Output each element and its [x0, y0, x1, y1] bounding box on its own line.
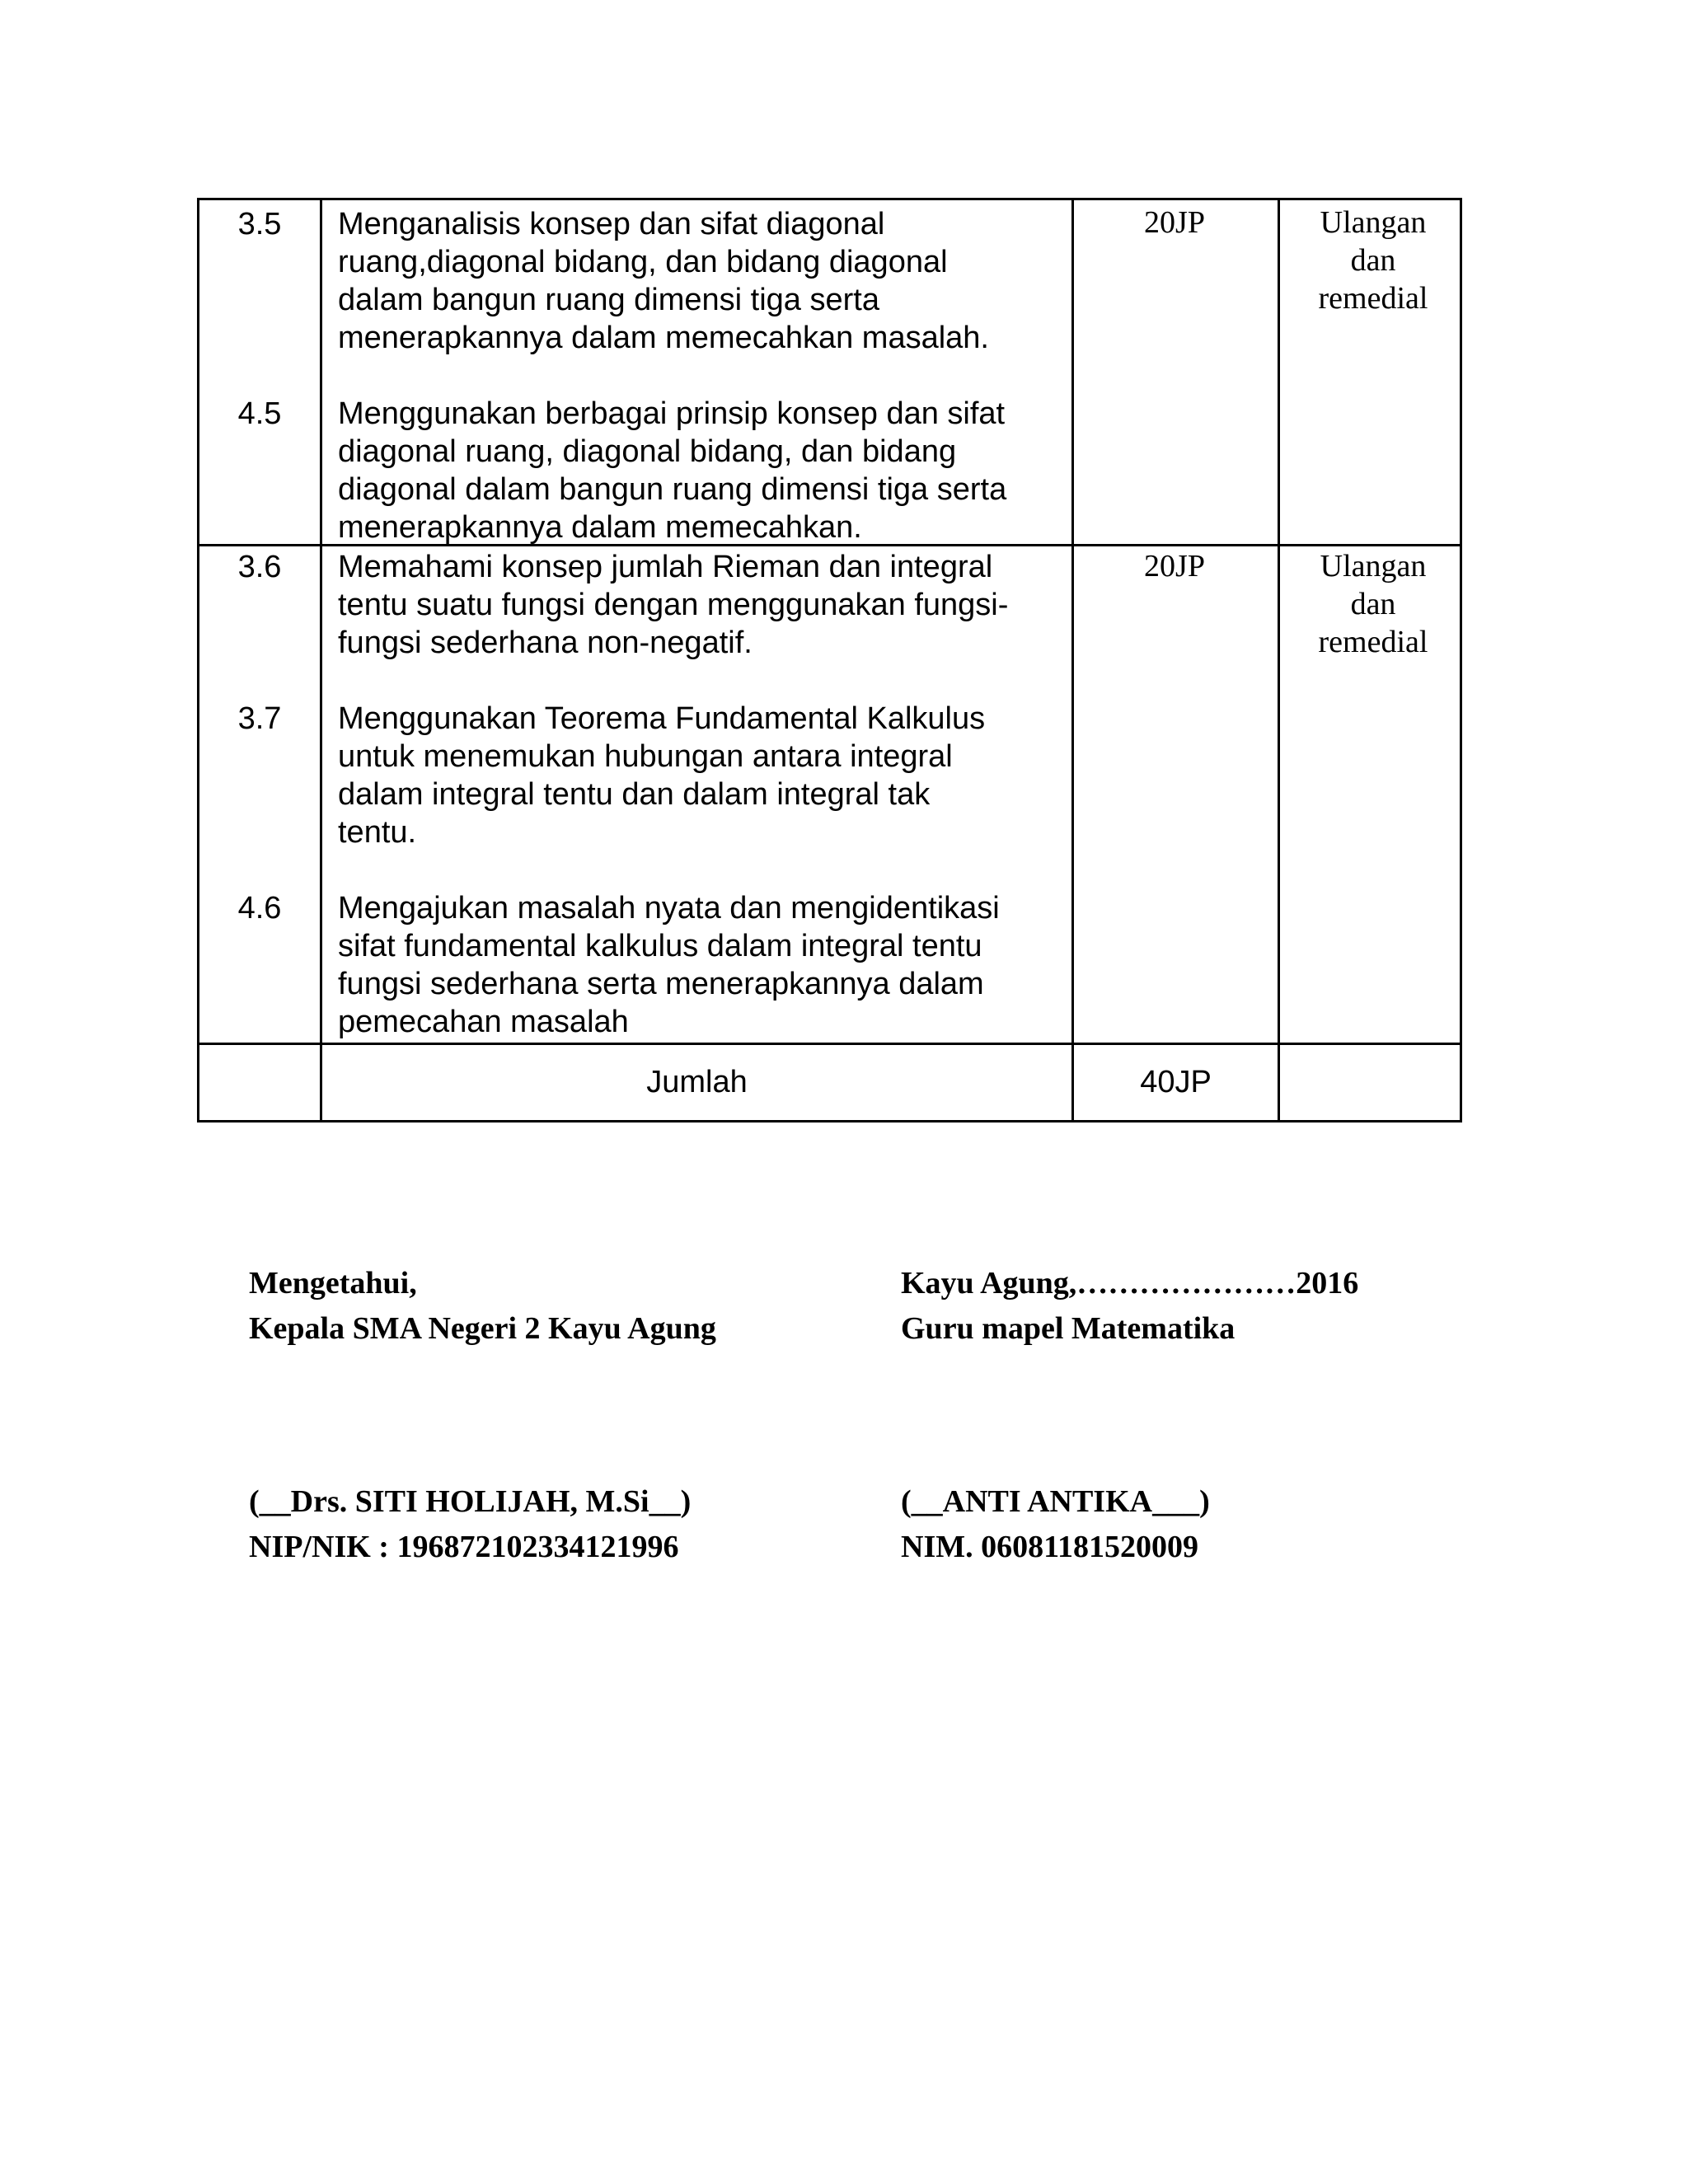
total-label: Jumlah — [646, 1065, 748, 1099]
competency-description: Menganalisis konsep dan sifat diagonal ruang,diagonal bidang, dan bidang diagonal dalam bangun ruang dimensi tiga serta menerapkannya dalam memecahkan masalah. — [338, 207, 989, 355]
competency-code: 4.6 — [237, 891, 282, 926]
teacher-title: Guru mapel Matematika — [901, 1311, 1236, 1346]
competency-code: 3.6 — [237, 550, 282, 584]
principal-title: Kepala SMA Negeri 2 Kayu Agung — [249, 1311, 716, 1346]
principal-name: (__Drs. SITI HOLIJAH, M.Si__) — [249, 1484, 692, 1519]
competency-description: Menggunakan Teorema Fundamental Kalkulus untuk menemukan hubungan antara integral dalam integral tentu dan dalam integral tak tentu. — [338, 701, 986, 850]
competency-code: 3.5 — [237, 207, 282, 241]
time-allocation: 20JP — [1144, 549, 1205, 583]
place-date: Kayu Agung,…………………2016 — [901, 1266, 1359, 1301]
teacher-name: (__ANTI ANTIKA___) — [901, 1484, 1210, 1519]
row-divider — [199, 1043, 1460, 1045]
competency-code: 4.5 — [237, 396, 282, 431]
assessment-type: Ulangan dan remedial — [1318, 205, 1428, 316]
principal-id: NIP/NIK : 196872102334121996 — [249, 1530, 679, 1564]
competency-description: Memahami konsep jumlah Rieman dan integral tentu suatu fungsi dengan menggunakan fungsi- fungsi sederhana non-negatif. — [338, 550, 1009, 660]
assessment-type: Ulangan dan remedial — [1318, 549, 1428, 659]
total-value: 40JP — [1140, 1065, 1212, 1099]
acknowledged-label: Mengetahui, — [249, 1266, 417, 1301]
teacher-id: NIM. 06081181520009 — [901, 1530, 1198, 1564]
time-allocation: 20JP — [1144, 205, 1205, 240]
competency-description: Menggunakan berbagai prinsip konsep dan sifat diagonal ruang, diagonal bidang, dan bidang diagonal dalam bangun ruang dimensi tiga serta menerapkannya dalam memecahkan. — [338, 396, 1007, 545]
competency-code: 3.7 — [237, 701, 282, 736]
column-divider — [1071, 200, 1074, 1120]
column-divider — [320, 200, 322, 1120]
competency-table — [197, 198, 1462, 1122]
competency-description: Mengajukan masalah nyata dan mengidentikasi sifat fundamental kalkulus dalam integral tentu fungsi sederhana serta menerapkannya dalam pemecahan masalah — [338, 891, 1000, 1039]
